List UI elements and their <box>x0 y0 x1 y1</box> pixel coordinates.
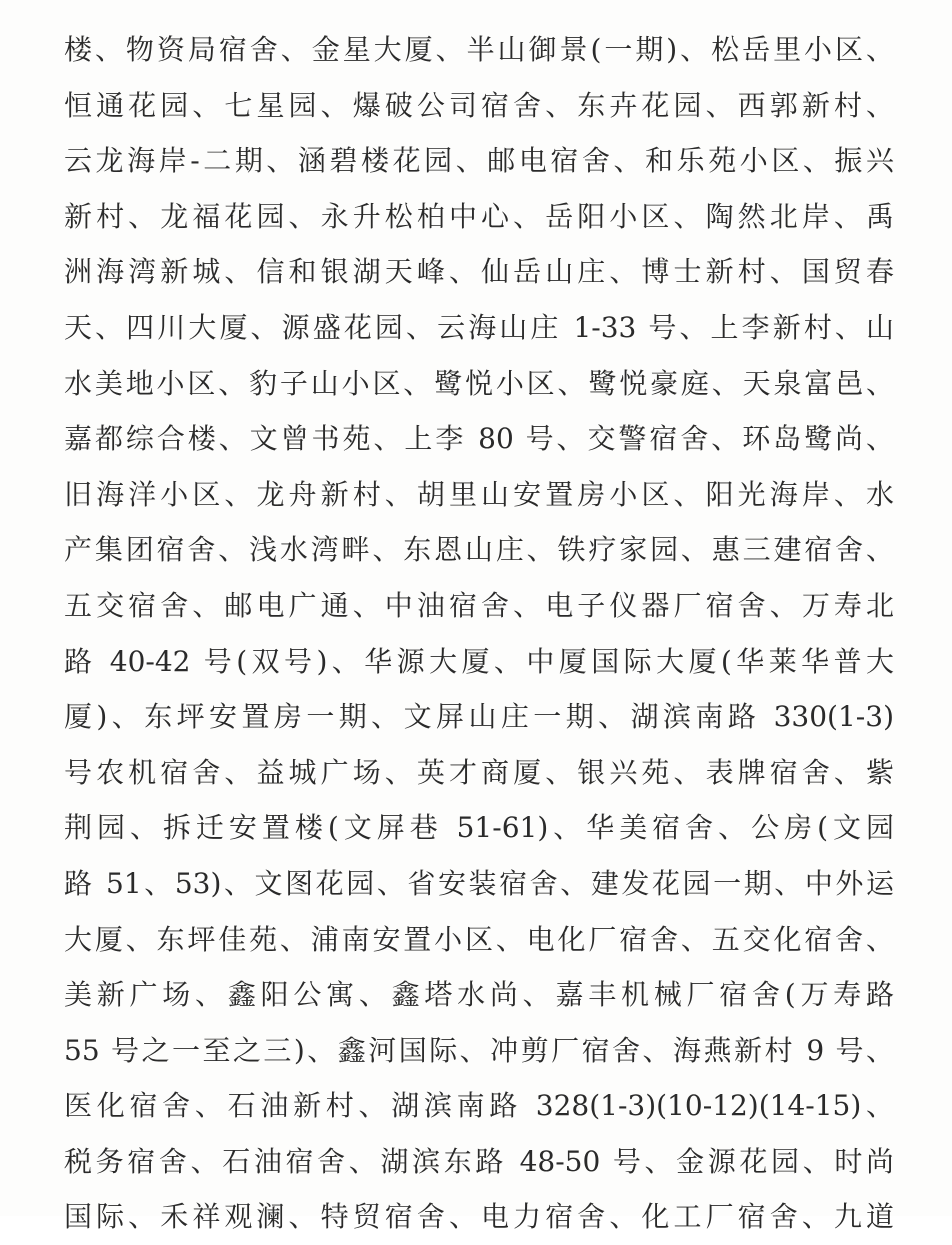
residential-list-text <box>64 22 894 1245</box>
text-line: 美新广场、鑫阳公寓、鑫塔水尚、嘉丰机械厂宿舍(万寿路 <box>64 978 894 1012</box>
text-line: 天、四川大厦、源盛花园、云海山庄 1-33 号、上李新村、山 <box>64 310 894 344</box>
text-line: 嘉都综合楼、文曾书苑、上李 80 号、交警宿舍、环岛鹭尚、 <box>64 422 894 456</box>
text-line: 荆园、拆迁安置楼(文屏巷 51-61)、华美宿舍、公房(文园 <box>64 811 894 845</box>
text-line: 国际、禾祥观澜、特贸宿舍、电力宿舍、化工厂宿舍、九道 <box>64 1200 894 1234</box>
text-line: 大厦、东坪佳苑、浦南安置小区、电化厂宿舍、五交化宿舍、 <box>64 922 894 956</box>
text-line: 洲海湾新城、信和银湖天峰、仙岳山庄、博士新村、国贸春 <box>64 255 894 289</box>
text-line: 楼、物资局宿舍、金星大厦、半山御景(一期)、松岳里小区、 <box>64 33 894 66</box>
text-line: 水美地小区、豹子山小区、鹭悦小区、鹭悦豪庭、天泉富邑、 <box>64 366 894 400</box>
text-line: 号农机宿舍、益城广场、英才商厦、银兴苑、表牌宿舍、紫 <box>64 755 894 789</box>
text-line: 路 51、53)、文图花园、省安装宿舍、建发花园一期、中外运 <box>64 866 894 900</box>
text-line: 55 号之一至之三)、鑫河国际、冲剪厂宿舍、海燕新村 9 号、 <box>64 1033 894 1067</box>
text-line: 医化宿舍、石油新村、湖滨南路 328(1-3)(10-12)(14-15)、 <box>64 1089 894 1123</box>
text-line: 产集团宿舍、浅水湾畔、东恩山庄、铁疗家园、惠三建宿舍、 <box>64 533 894 567</box>
text-line: 恒通花园、七星园、爆破公司宿舍、东卉花园、西郭新村、 <box>64 88 894 122</box>
text-line: 旧海洋小区、龙舟新村、胡里山安置房小区、阳光海岸、水 <box>64 477 894 511</box>
text-line: 云龙海岸-二期、涵碧楼花园、邮电宿舍、和乐苑小区、振兴 <box>64 144 894 178</box>
text-line: 五交宿舍、邮电广通、中油宿舍、电子仪器厂宿舍、万寿北 <box>64 588 894 622</box>
text-line: 路 40-42 号(双号)、华源大厦、中厦国际大厦(华莱华普大 <box>64 644 894 678</box>
text-line: 税务宿舍、石油宿舍、湖滨东路 48-50 号、金源花园、时尚 <box>64 1144 894 1178</box>
text-line: 厦)、东坪安置房一期、文屏山庄一期、湖滨南路 330(1-3) <box>64 700 894 734</box>
text-line: 新村、龙福花园、永升松柏中心、岳阳小区、陶然北岸、禹 <box>64 199 894 233</box>
